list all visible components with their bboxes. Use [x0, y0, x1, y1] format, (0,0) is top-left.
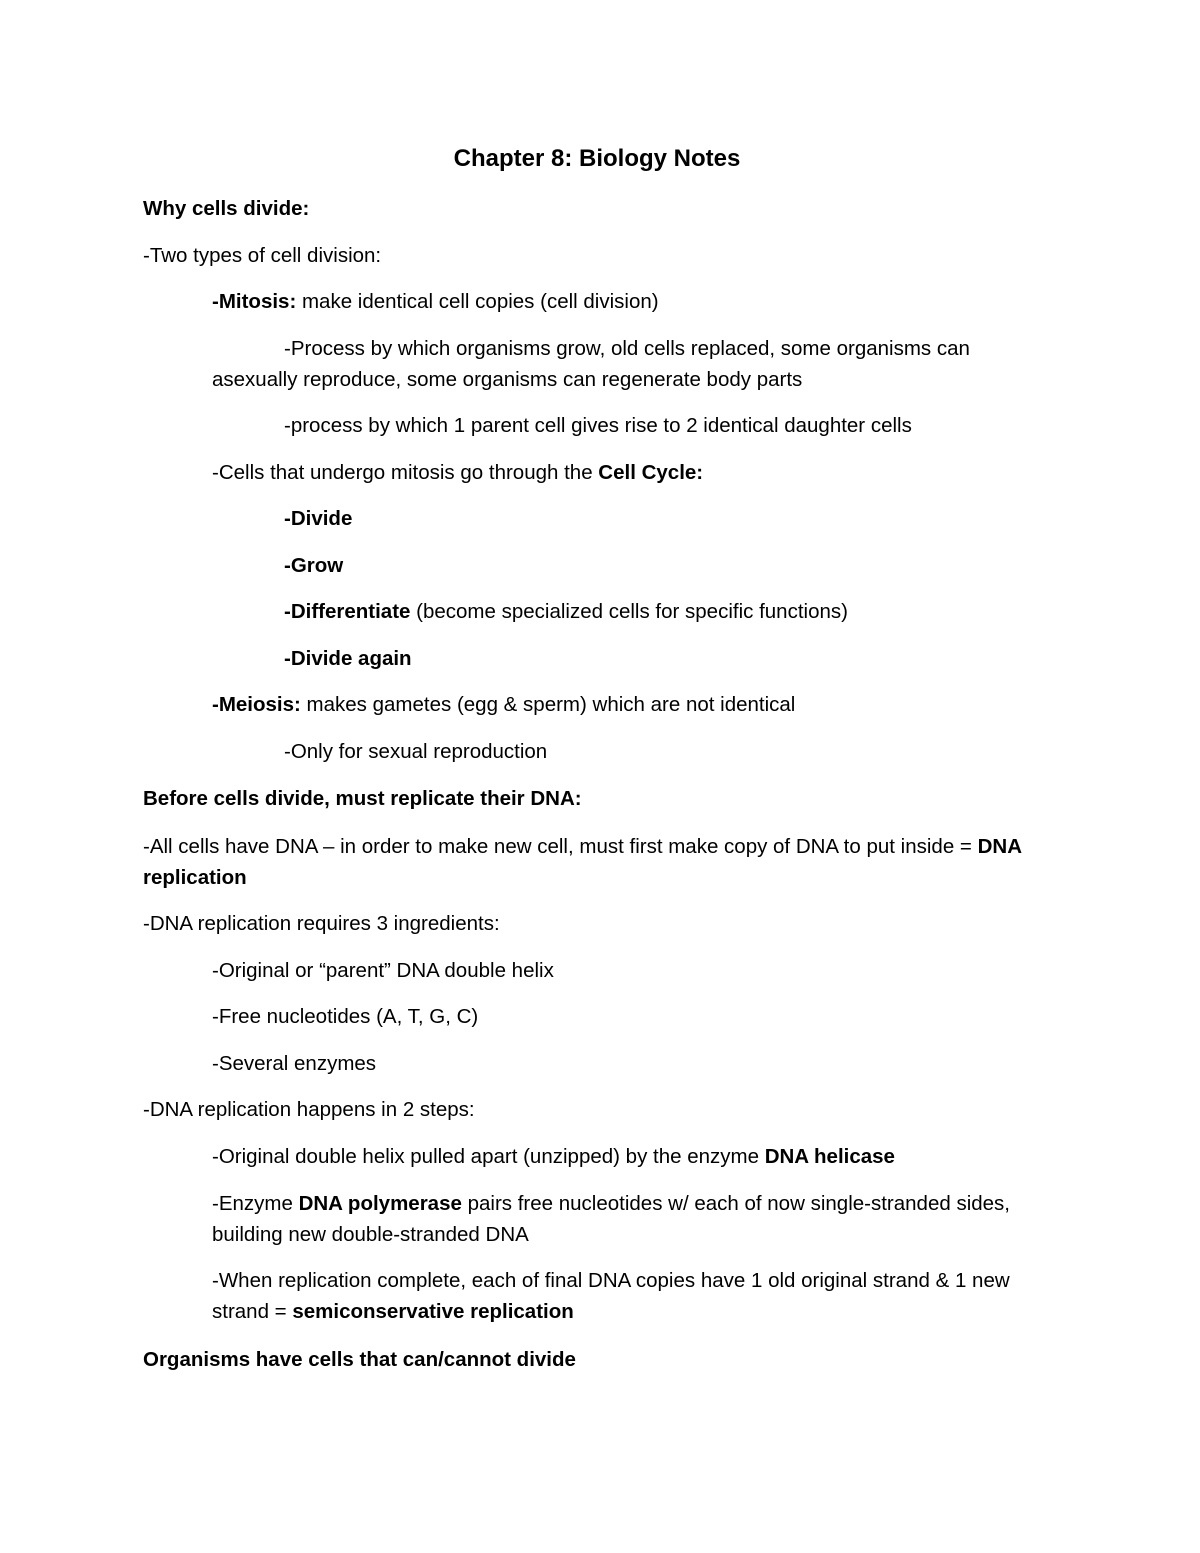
differentiate-definition: (become specialized cells for specific functions) — [410, 600, 848, 623]
text-only-sexual: -Only for sexual reproduction — [284, 740, 548, 763]
heading-why-cells-divide: Why cells divide: — [143, 197, 310, 220]
text-ingredient-3: -Several enzymes — [212, 1052, 377, 1075]
term-divide-again: -Divide again — [284, 647, 412, 670]
term-cell-cycle: Cell Cycle: — [598, 461, 704, 484]
term-meiosis: -Meiosis: — [212, 693, 301, 716]
mitosis-definition: make identical cell copies (cell division) — [296, 290, 659, 313]
term-mitosis: -Mitosis: — [212, 290, 297, 313]
term-divide: -Divide — [284, 507, 353, 530]
step-1-lead: -Original double helix pulled apart (unzipped) by the enzyme — [212, 1145, 765, 1168]
term-differentiate: -Differentiate — [284, 600, 411, 623]
text-process-1a: -Process by which organisms grow, old cells replaced, some organisms can — [284, 337, 970, 360]
term-semiconservative-replication: semiconservative replication — [292, 1300, 574, 1323]
step-2-lead: -Enzyme — [212, 1192, 299, 1215]
text-step-3a: -When replication complete, each of final DNA copies have 1 old original strand & 1 new — [212, 1269, 1010, 1292]
all-cells-lead: -All cells have DNA – in order to make new cell, must first make copy of DNA to put inside = — [143, 835, 978, 858]
text-ingredient-1: -Original or “parent” DNA double helix — [212, 959, 554, 982]
step-2-rest: pairs free nucleotides w/ each of now single-stranded sides, — [461, 1192, 1010, 1215]
text-process-2: -process by which 1 parent cell gives rise to 2 identical daughter cells — [284, 414, 912, 437]
meiosis-definition: makes gametes (egg & sperm) which are not identical — [300, 693, 796, 716]
term-dna-helicase: DNA helicase — [764, 1145, 895, 1168]
text-requires: -DNA replication requires 3 ingredients: — [143, 912, 500, 935]
text-steps: -DNA replication happens in 2 steps: — [143, 1098, 475, 1121]
text-step-2b: building new double-stranded DNA — [212, 1223, 529, 1246]
heading-organisms-cells: Organisms have cells that can/cannot divide — [143, 1348, 576, 1371]
text-process-1b: asexually reproduce, some organisms can regenerate body parts — [212, 368, 803, 391]
term-dna: DNA — [977, 835, 1023, 858]
text-meiosis — [212, 689, 795, 720]
page-title: Chapter 8: Biology Notes — [453, 145, 741, 172]
text-ingredient-2: -Free nucleotides (A, T, G, C) — [212, 1005, 479, 1028]
text-step-3b — [212, 1296, 574, 1327]
term-grow: -Grow — [284, 554, 344, 577]
text-two-types: -Two types of cell division: — [143, 244, 382, 267]
step-3-lead: strand = — [212, 1300, 293, 1323]
text-cell-cycle — [212, 457, 703, 488]
cell-cycle-lead: -Cells that undergo mitosis go through the — [212, 461, 599, 484]
text-step-2a — [212, 1188, 1010, 1219]
text-differentiate — [284, 596, 848, 627]
term-replication: replication — [143, 866, 247, 889]
text-all-cells-a — [143, 831, 1022, 862]
heading-before-cells-divide: Before cells divide, must replicate their DNA: — [143, 787, 582, 810]
text-step-1 — [212, 1141, 895, 1172]
term-dna-polymerase: DNA polymerase — [298, 1192, 462, 1215]
text-mitosis — [212, 286, 659, 317]
